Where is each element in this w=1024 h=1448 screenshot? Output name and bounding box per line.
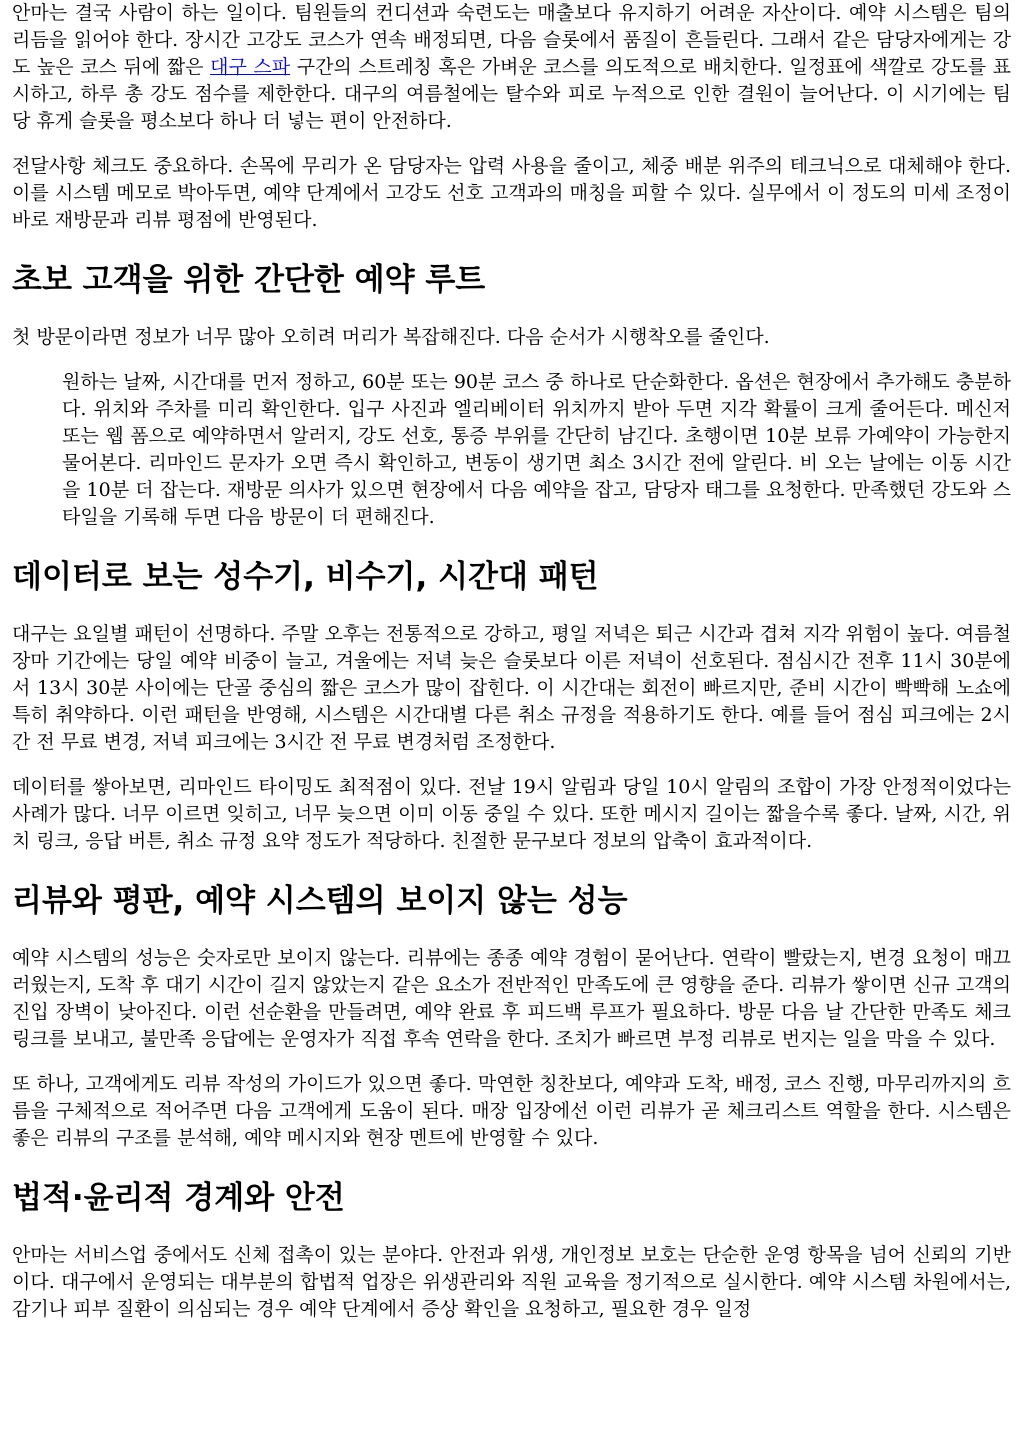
paragraph-beginner-intro: 첫 방문이라면 정보가 너무 많아 오히려 머리가 복잡해진다. 다음 순서가 시행착오를 줄인다. xyxy=(12,326,770,348)
heading-season-time-patterns: 데이터로 보는 성수기, 비수기, 시간대 패턴 xyxy=(12,559,599,595)
paragraph-text: 구간의 스트레칭 혹은 가벼운 코스를 의도적으로 배치한다. 일정표에 색깔로 강도를 표시하고, 하루 총 강도 점수를 제한한다. 대구의 여름철에는 탈수와 피로 누적으로 인한 결원이 늘어난다. 이 시기에는 팀 당 휴게 슬롯을 평소보다 하나 더 넣는 편이 안전하다. xyxy=(12,56,1011,132)
paragraph-review-guide: 또 하나, 고객에게도 리뷰 작성의 가이드가 있으면 좋다. 막연한 칭찬보다, 예약과 도착, 배정, 코스 진행, 마무리까지의 흐름을 구체적으로 적어주면 다음 고객에게 도움이 된다. 매장 입장에선 이런 리뷰가 곧 체크리스트 역할을 한다. 시스템은 좋은 리뷰의 구조를 분석해, 예약 메시지와 현장 멘트에 반영할 수 있다. xyxy=(12,1073,1011,1149)
blockquote-text: 원하는 날짜, 시간대를 먼저 정하고, 60분 또는 90분 코스 중 하나로 단순화한다. 옵션은 현장에서 추가해도 충분하다. 위치와 주차를 미리 확인한다. 입구 사진과 엘리베이터 위치까지 받아 두면 지각 확률이 크게 줄어든다. 메신저 또는 웹 폼으로 예약하면서 알러지, 강도 선호, 통증 부위를 간단히 남긴다. 초행이면 10분 보류 가예약이 가능한지 물어본다. 리마인드 문자가 오면 즉시 확인하고, 변동이 생기면 최소 3시간 전에 알린다. 비 오는 날에는 이동 시간을 10분 더 잡는다. 재방문 의사가 있으면 현장에서 다음 예약을 잡고, 담당자 태그를 요청한다. 만족했던 강도와 스타일을 기록해 두면 다음 방문이 더 편해진다. xyxy=(62,371,1011,528)
paragraph-text: 안마는 결국 사람이 하는 일이다. 팀원들의 컨디션과 숙련도는 매출보다 유지하기 어려운 자산이다. 예약 시스템은 팀의 리듬을 읽어야 한다. 장시간 고강도 코스가 연속 배정되면, 다음 슬롯에서 품질이 흔들린다. 그래서 같은 담당자에게는 강도 높은 코스 뒤에 짧은 xyxy=(12,2,1011,78)
heading-legal-ethics-safety: 법적·윤리적 경계와 안전 xyxy=(12,1180,345,1216)
paragraph-review-performance: 예약 시스템의 성능은 숫자로만 보이지 않는다. 리뷰에는 종종 예약 경험이 묻어난다. 연락이 빨랐는지, 변경 요청이 매끄러웠는지, 도착 후 대기 시간이 길지 않았는지 같은 요소가 전반적인 만족도에 큰 영향을 준다. 리뷰가 쌓이면 신규 고객의 진입 장벽이 낮아진다. 이런 선순환을 만들려면, 예약 완료 후 피드백 루프가 필요하다. 방문 다음 날 간단한 만족도 체크 링크를 보내고, 불만족 응답에는 운영자가 직접 후속 연락을 한다. 조치가 빠르면 부정 리뷰로 번지는 일을 막을 수 있다. xyxy=(12,947,1011,1050)
paragraph-handoff-check: 전달사항 체크도 중요하다. 손목에 무리가 온 담당자는 압력 사용을 줄이고, 체중 배분 위주의 테크닉으로 대체해야 한다. 이를 시스템 메모로 박아두면, 예약 단계에서 고강도 선호 고객과의 매칭을 피할 수 있다. 실무에서 이 정도의 미세 조정이 바로 재방문과 리뷰 평점에 반영된다. xyxy=(12,155,1011,231)
paragraph-weekday-patterns: 대구는 요일별 패턴이 선명하다. 주말 오후는 전통적으로 강하고, 평일 저녁은 퇴근 시간과 겹쳐 지각 위험이 높다. 여름철 장마 기간에는 당일 예약 비중이 늘고, 겨울에는 저녁 늦은 슬롯보다 이른 저녁이 선호된다. 점심시간 전후 11시 30분에서 13시 30분 사이에는 단골 중심의 짧은 코스가 많이 잡힌다. 이 시간대는 회전이 빠르지만, 준비 시간이 빡빡해 노쇼에 특히 취약하다. 이런 패턴을 반영해, 시스템은 시간대별 다른 취소 규정을 적용하기도 한다. 예를 들어 점심 피크에는 2시간 전 무료 변경, 저녁 피크에는 3시간 전 무료 변경처럼 조정한다. xyxy=(12,623,1011,753)
heading-reviews-reputation: 리뷰와 평판, 예약 시스템의 보이지 않는 성능 xyxy=(12,883,628,919)
blockquote-booking-steps xyxy=(62,369,1011,531)
paragraph-reminder-timing: 데이터를 쌓아보면, 리마인드 타이밍도 최적점이 있다. 전날 19시 알림과 당일 10시 알림의 조합이 가장 안정적이었다는 사례가 많다. 너무 이르면 잊히고, 너무 늦으면 이미 이동 중일 수 있다. 또한 메시지 길이는 짧을수록 좋다. 날짜, 시간, 위치 링크, 응답 버튼, 취소 규정 요약 정도가 적당하다. 친절한 문구보다 정보의 압축이 효과적이다. xyxy=(12,776,1011,852)
paragraph-staff-rhythm xyxy=(12,0,1011,135)
heading-beginner-booking-route: 초보 고객을 위한 간단한 예약 루트 xyxy=(12,262,486,298)
link-daegu-spa[interactable]: 대구 스파 xyxy=(210,56,291,78)
paragraph-safety-hygiene: 안마는 서비스업 중에서도 신체 접촉이 있는 분야다. 안전과 위생, 개인정보 보호는 단순한 운영 항목을 넘어 신뢰의 기반이다. 대구에서 운영되는 대부분의 합법적 업장은 위생관리와 직원 교육을 정기적으로 실시한다. 예약 시스템 차원에서는, 감기나 피부 질환이 의심되는 경우 예약 단계에서 증상 확인을 요청하고, 필요한 경우 일정 xyxy=(12,1244,1011,1320)
